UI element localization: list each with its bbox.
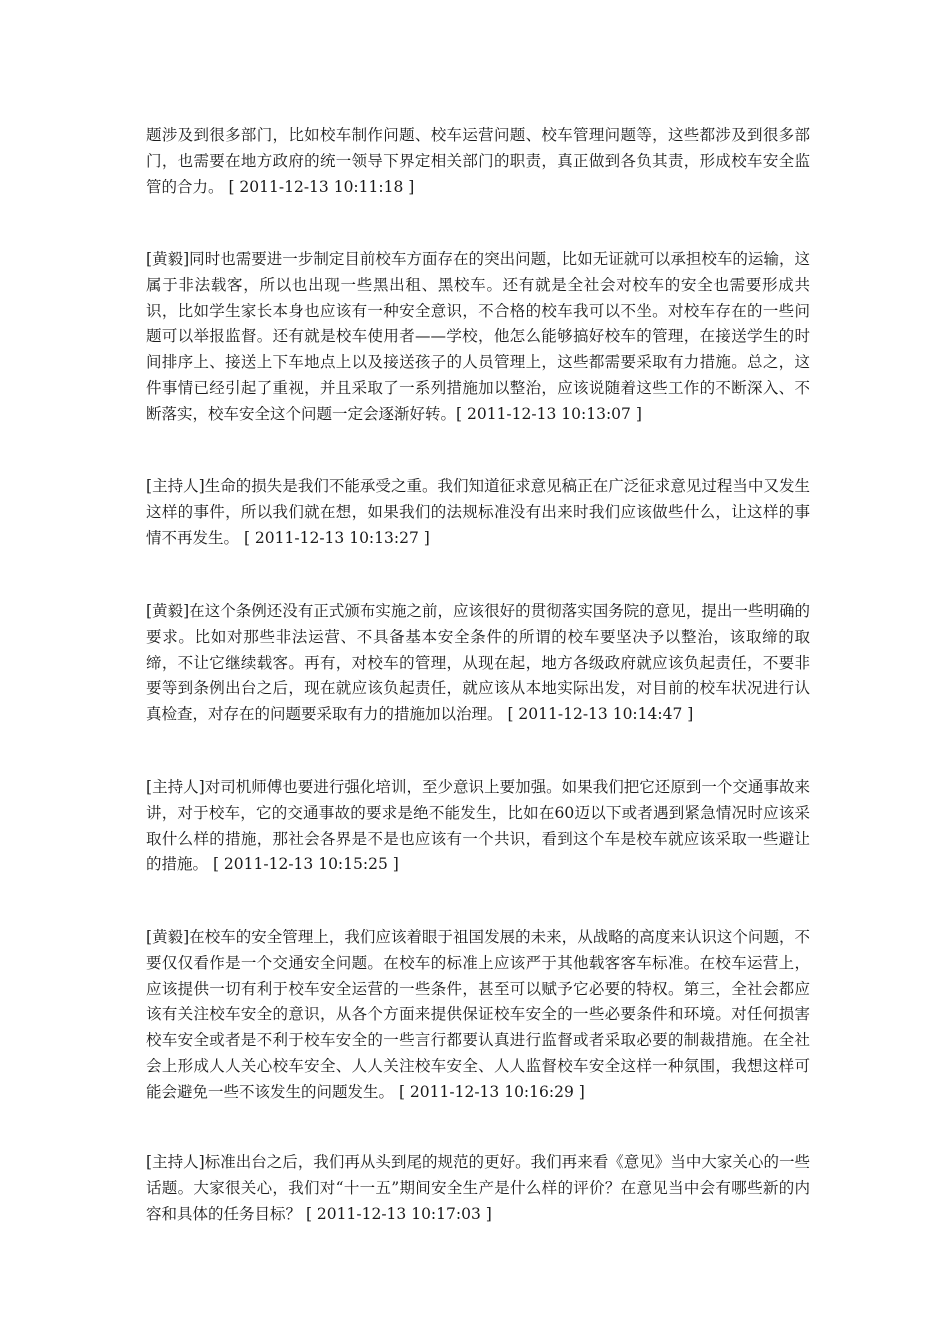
- paragraph-text: [黄毅]在校车的安全管理上，我们应该着眼于祖国发展的未来，从战略的高度来认识这个问题，不要仅仅看作是一个交通安全问题。在校车的标准上应该严于其他载客客车标准。在校车运营上，应该提供一切有利于校车安全运营的一些条件，甚至可以赋予它必要的特权。第三，全社会都应该有关注校车安全的意识，从各个方面来提供保证校车安全的一些必要条件和环境。对任何损害校车安全或者是不利于校车安全的一些言行都要认真进行监督或者采取必要的制裁措施。在全社会上形成人人关心校车安全、人人关注校车安全、人人监督校车安全这样一种氛围，我想这样可能会避免一些不该发生的问题发生。: [146, 928, 810, 1101]
- paragraph-2: [146, 247, 810, 428]
- paragraph-timestamp: [ 2011-12-13 10:11:18 ]: [223, 177, 415, 196]
- paragraph-text: [主持人]标准出台之后，我们再从头到尾的规范的更好。我们再来看《意见》当中大家关心的一些话题。大家很关心，我们对“十一五”期间安全生产是什么样的评价？在意见当中会有哪些新的内容和具体的任务目标？: [146, 1153, 810, 1223]
- paragraph-6: [146, 925, 810, 1106]
- paragraph-text: 题涉及到很多部门，比如校车制作问题、校车运营问题、校车管理问题等，这些都涉及到很多部门，也需要在地方政府的统一领导下界定相关部门的职责，真正做到各负其责，形成校车安全监管的合力。: [146, 126, 810, 196]
- paragraph-3: [146, 474, 810, 551]
- paragraph-timestamp: [ 2011-12-13 10:15:25 ]: [208, 855, 399, 874]
- paragraph-text: [主持人]对司机师傅也要进行强化培训，至少意识上要加强。如果我们把它还原到一个交通事故来讲，对于校车，它的交通事故的要求是绝不能发生，比如在60迈以下或者遇到紧急情况时应该采取什么样的措施，那社会各界是不是也应该有一个共识，看到这个车是校车就应该采取一些避让的措施。: [146, 778, 810, 874]
- paragraph-timestamp: [ 2011-12-13 10:16:29 ]: [394, 1082, 585, 1101]
- paragraph-timestamp: [ 2011-12-13 10:13:27 ]: [239, 528, 430, 547]
- paragraph-text: [主持人]生命的损失是我们不能承受之重。我们知道征求意见稿正在广泛征求意见过程当中又发生这样的事件，所以我们就在想，如果我们的法规标准没有出来时我们应该做些什么，让这样的事情不再发生。: [146, 477, 810, 547]
- paragraph-1: [146, 123, 810, 200]
- paragraph-text: [黄毅]同时也需要进一步制定目前校车方面存在的突出问题，比如无证就可以承担校车的运输，这属于非法载客，所以也出现一些黑出租、黑校车。还有就是全社会对校车的安全也需要形成共识，比如学生家长本身也应该有一种安全意识，不合格的校车我可以不坐。对校车存在的一些问题可以举报监督。还有就是校车使用者——学校，他怎么能够搞好校车的管理，在接送学生的时间排序上、接送上下车地点上以及接送孩子的人员管理上，这些都需要采取有力措施。总之，这件事情已经引起了重视，并且采取了一系列措施加以整治，应该说随着这些工作的不断深入、不断落实，校车安全这个问题一定会逐渐好转。: [146, 250, 810, 423]
- paragraph-4: [146, 599, 810, 728]
- paragraph-5: [146, 775, 810, 878]
- paragraph-7: [146, 1150, 810, 1227]
- paragraph-timestamp: [ 2011-12-13 10:17:03 ]: [301, 1204, 492, 1223]
- paragraph-timestamp: [ 2011-12-13 10:13:07 ]: [456, 404, 642, 423]
- paragraph-timestamp: [ 2011-12-13 10:14:47 ]: [502, 705, 694, 724]
- paragraph-text: [黄毅]在这个条例还没有正式颁布实施之前，应该很好的贯彻落实国务院的意见，提出一些明确的要求。比如对那些非法运营、不具备基本安全条件的所谓的校车要坚决予以整治，该取缔的取缔，不让它继续载客。再有，对校车的管理，从现在起，地方各级政府就应该负起责任，不要非要等到条例出台之后，现在就应该负起责任，就应该从本地实际出发，对目前的校车状况进行认真检查，对存在的问题要采取有力的措施加以治理。: [146, 602, 810, 724]
